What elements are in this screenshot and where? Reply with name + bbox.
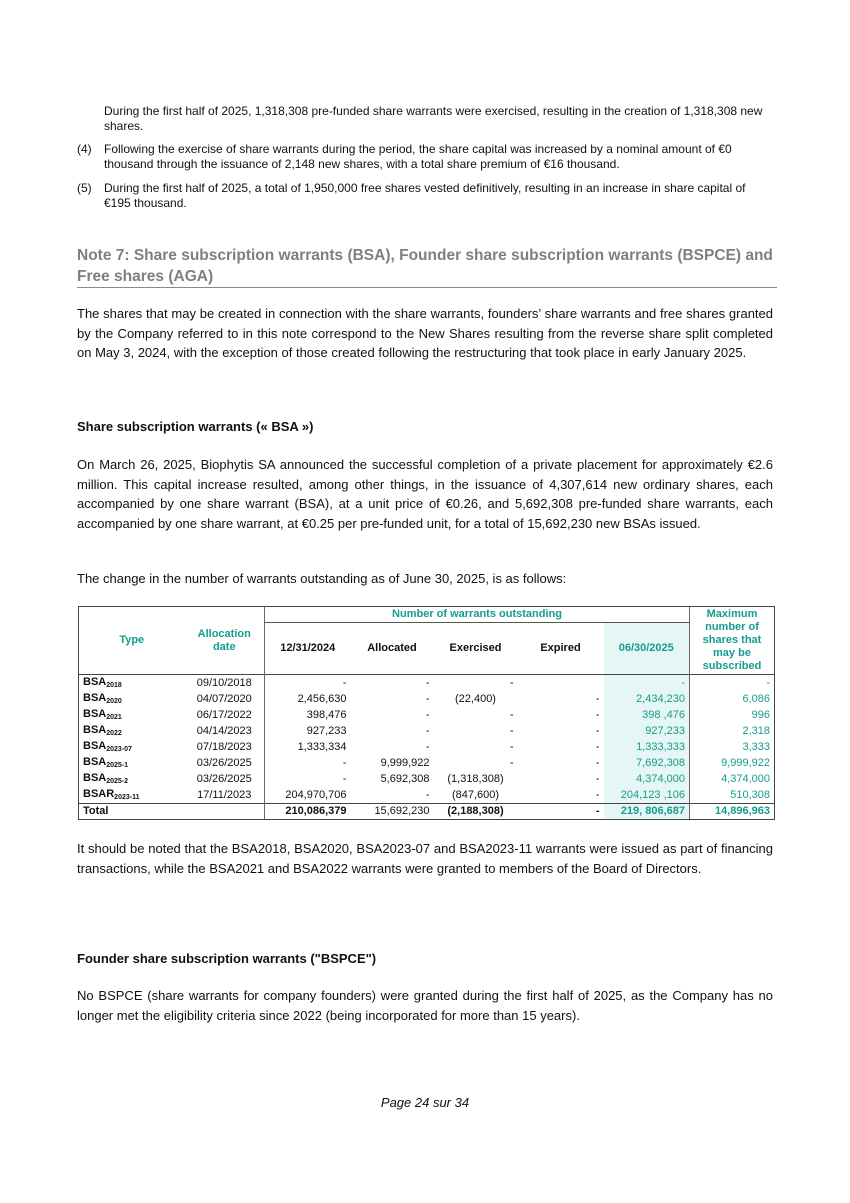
- row-allocated: -: [425, 788, 430, 801]
- table-row: [79, 675, 775, 692]
- row-dec2024: 398,476: [265, 707, 351, 723]
- row-jun2025: 927,233: [604, 723, 690, 739]
- total-label: Total: [79, 804, 185, 820]
- table-row: [79, 739, 775, 755]
- row-date: 09/10/2018: [185, 675, 265, 692]
- row-type: BSA: [83, 708, 107, 720]
- row-allocated: 9,999,922: [380, 756, 430, 769]
- row-type-sub: 2020: [106, 698, 122, 705]
- row-jun2025: 7,692,308: [604, 755, 690, 771]
- row-exercised: -: [509, 724, 514, 737]
- row-date: 17/11/2023: [197, 788, 252, 801]
- bsa-paragraph: On March 26, 2025, Biophytis SA announced the successful completion of a private placement for approximately €2.6 million. This capital increase resulted, among other things, in the issuance of 4,307,614 new ordinary shares, each accompanied by one share warrant (BSA), at a unit price of €0.26, and 5,692,308 pre-funded share warrants, each accompanied by one share warrant, at €0.25 per pre-funded unit, for a total of 15,692,230 new BSAs issued.: [77, 457, 773, 531]
- total-expired: -: [518, 804, 604, 820]
- type-header: Type: [79, 607, 185, 675]
- row-jun2025: 2,434,230: [604, 691, 690, 707]
- row-date: 03/26/2025: [196, 772, 252, 785]
- row-allocated: -: [425, 692, 430, 705]
- allocated-header: Allocated: [367, 642, 417, 654]
- row-exercised: -: [509, 708, 514, 721]
- table-row: [79, 691, 775, 707]
- row-expired: -: [595, 724, 600, 737]
- row-dec2024: 927,233: [265, 723, 351, 739]
- note-title-rule: [77, 287, 777, 288]
- row-dec2024: -: [265, 755, 351, 771]
- row-exercised: -: [509, 740, 514, 753]
- total-jun2025: 219, 806,687: [604, 804, 690, 820]
- row-type: BSA: [83, 676, 107, 688]
- allocation-date-header: Allocation date: [185, 607, 265, 675]
- list-item-number: (5): [77, 181, 92, 195]
- row-type: BSAR: [83, 788, 115, 800]
- table-total-row: [79, 804, 775, 820]
- row-jun2025: 204,123 ,106: [604, 787, 690, 804]
- dec2024-header: 12/31/2024: [265, 623, 351, 675]
- row-date: 07/18/2023: [196, 740, 252, 753]
- intro-paragraph: The shares that may be created in connection with the share warrants, founders’ share warrants and free shares granted by the Company referred to in this note correspond to the New Shares resulting from the reverse share split completed on May 3, 2024, with the exception of those created following the restructuring that took place in early January 2025.: [77, 306, 773, 360]
- row-dec2024: -: [265, 771, 351, 787]
- row-allocated: -: [425, 724, 430, 737]
- row-dec2024: -: [265, 675, 351, 692]
- row-type: BSA: [83, 740, 107, 752]
- row-type: BSA: [83, 772, 107, 784]
- row-type-sub: 2025-1: [106, 762, 129, 769]
- jun2025-header: 06/30/2025: [604, 623, 690, 675]
- row-dec2024: 2,456,630: [265, 691, 351, 707]
- row-expired: -: [595, 772, 600, 785]
- warrants-table: [78, 606, 775, 820]
- row-allocated: -: [351, 675, 434, 692]
- row-jun2025: 4,374,000: [604, 771, 690, 787]
- row-exercised: -: [509, 756, 514, 769]
- row-max: 3,333: [690, 739, 775, 755]
- table-row: [79, 771, 775, 787]
- row-type-sub: 2022: [106, 730, 122, 737]
- maximum-header: Maximum number of shares that may be subscribed: [690, 607, 775, 675]
- row-type: BSA: [83, 692, 107, 704]
- row-date: 04/07/2020: [196, 692, 252, 705]
- row-date: 06/17/2022: [196, 708, 252, 721]
- bsa-heading: Share subscription warrants (« BSA »): [77, 419, 314, 434]
- row-dec2024: 204,970,706: [265, 787, 351, 804]
- row-type-sub: 2025-2: [106, 778, 129, 785]
- total-max: 14,896,963: [690, 804, 775, 820]
- row-allocated: -: [425, 708, 430, 721]
- row-jun2025: 398 ,476: [604, 707, 690, 723]
- row-expired: -: [595, 740, 600, 753]
- row-type-sub: 2023-07: [106, 746, 132, 753]
- row-dec2024: 1,333,334: [265, 739, 351, 755]
- row-expired: -: [595, 788, 600, 801]
- row-jun2025: 1,333,333: [604, 739, 690, 755]
- row-allocated: -: [425, 740, 430, 753]
- total-allocated: 15,692,230: [351, 804, 434, 820]
- row-type: BSA: [83, 724, 107, 736]
- row-allocated: 5,692,308: [380, 772, 430, 785]
- row-max: 510,308: [690, 787, 775, 804]
- bspce-heading: Founder share subscription warrants ("BSPCE"): [77, 951, 377, 966]
- row-type-sub: 2018: [106, 682, 122, 689]
- group-header: Number of warrants outstanding: [265, 607, 690, 623]
- continuation-text: During the first half of 2025, 1,318,308 pre-funded share warrants were exercised, resulting in the creation of 1,318,308 new shares.: [104, 104, 763, 133]
- exercised-header: Exercised: [449, 642, 502, 654]
- row-type-sub: 2021: [106, 714, 122, 721]
- after-table-paragraph: It should be noted that the BSA2018, BSA2020, BSA2023-07 and BSA2023-11 warrants were issued as part of financing transactions, while the BSA2021 and BSA2022 warrants were granted to members of the Board of Directors.: [77, 841, 773, 876]
- row-max: -: [690, 675, 775, 692]
- page-footer: Page 24 sur 34: [380, 1095, 470, 1110]
- table-intro: The change in the number of warrants outstanding as of June 30, 2025, is as follows:: [77, 571, 567, 586]
- expired-header: Expired: [540, 642, 581, 654]
- list-item-text: During the first half of 2025, a total of 1,950,000 free shares vested definitively, resulting in an increase in share capital of €195 thousand.: [104, 181, 746, 210]
- total-dec2024: 210,086,379: [265, 804, 351, 820]
- row-max: 4,374,000: [690, 771, 775, 787]
- table-row: [79, 707, 775, 723]
- row-type: BSA: [83, 756, 107, 768]
- row-type-sub: 2023-11: [114, 794, 140, 801]
- bspce-paragraph: No BSPCE (share warrants for company founders) were granted during the first half of 2025, as the Company has no longer met the eligibility criteria since 2022 (being incorporated for more than 15 years).: [77, 988, 773, 1023]
- row-max: 6,086: [690, 691, 775, 707]
- table-row: [79, 755, 775, 771]
- row-exercised: (1,318,308): [447, 772, 504, 785]
- total-exercised: (2,188,308): [434, 804, 518, 820]
- list-item-text: Following the exercise of share warrants during the period, the share capital was increased by a nominal amount of €0 thousand through the issuance of 2,148 new shares, with a total share premium of €16 thousand.: [104, 142, 732, 171]
- row-max: 9,999,922: [690, 755, 775, 771]
- row-exercised: (847,600): [451, 788, 500, 801]
- row-max: 996: [690, 707, 775, 723]
- table-row: [79, 723, 775, 739]
- row-expired: -: [595, 756, 600, 769]
- row-exercised: -: [434, 675, 518, 692]
- row-max: 2,318: [690, 723, 775, 739]
- row-jun2025: -: [604, 675, 690, 692]
- list-item-number: (4): [77, 142, 92, 156]
- row-date: 03/26/2025: [196, 756, 252, 769]
- note-title: Note 7: Share subscription warrants (BSA), Founder share subscription warrants (BSPCE) and Free shares (AGA): [77, 247, 773, 285]
- table-row: [79, 787, 775, 804]
- row-date: 04/14/2023: [196, 724, 252, 737]
- row-expired: [518, 675, 604, 692]
- row-expired: -: [595, 708, 600, 721]
- row-exercised: (22,400): [455, 692, 496, 705]
- row-expired: -: [595, 692, 600, 705]
